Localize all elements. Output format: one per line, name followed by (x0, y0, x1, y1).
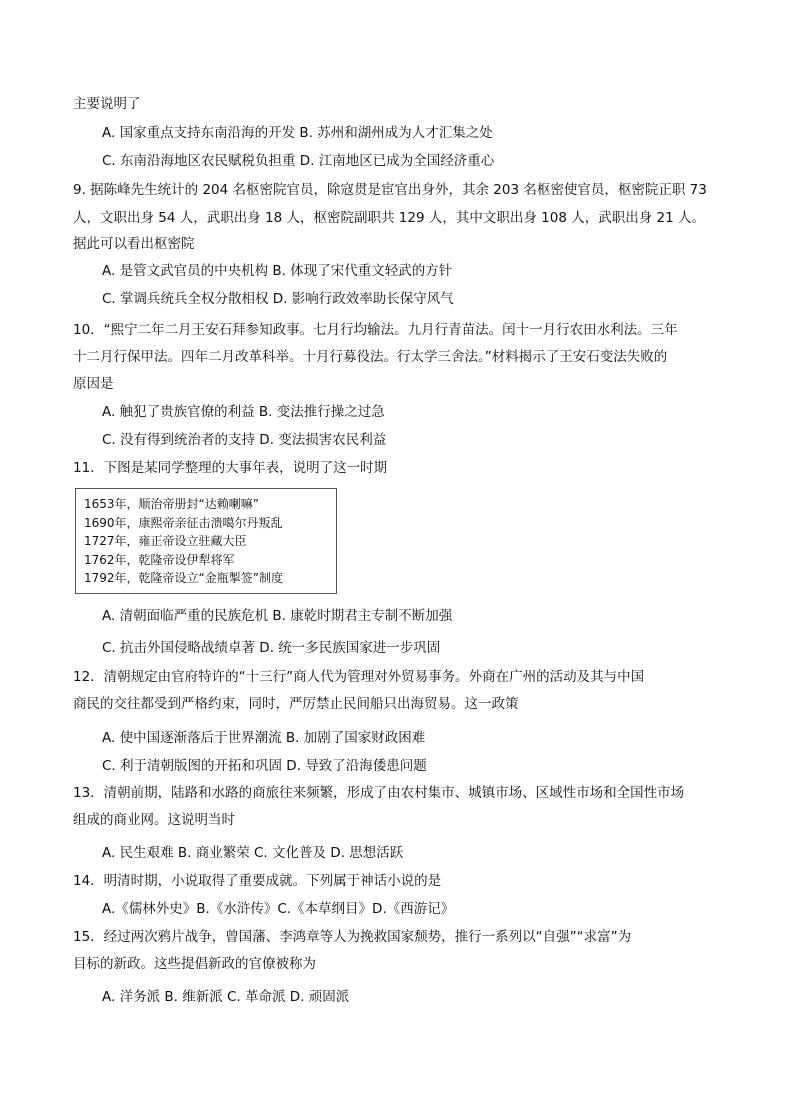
q14-options: A.《儒林外史》B.《水浒传》C.《本草纲目》D.《西游记》 (102, 901, 455, 917)
q12-stem-1: 12．清朝规定由官府特许的“十三行”商人代为管理对外贸易事务。外商在广州的活动及其与中国 (73, 669, 645, 685)
q10-options-cd: C. 没有得到统治者的支持 D. 变法损害农民利益 (102, 432, 387, 448)
q12-stem-2: 商民的交往都受到严格约束，同时，严厉禁止民间船只出海贸易。这一政策 (73, 696, 519, 712)
q9-stem-1: 9. 据陈峰先生统计的 204 名枢密院官员，除寇贯是宦官出身外，其余 203 名枢密使官员，枢密院正职 73 (73, 182, 707, 198)
timeline-table (75, 488, 337, 594)
q15-stem-1: 15．经过两次鸦片战争，曾国藩、李鸿章等人为挽救国家颓势，推行一系列以“自强”“求富”为 (73, 929, 632, 945)
q12-options-cd: C. 利于清朝版图的开拓和巩固 D. 导致了沿海倭患问题 (102, 758, 427, 774)
q8-options-cd: C. 东南沿海地区农民赋税负担重 D. 江南地区已成为全国经济重心 (102, 153, 495, 169)
timeline-row: 1792年，乾隆帝设立“金瓶掣签”制度 (84, 571, 283, 585)
q10-stem-1: 10．“熙宁二年二月王安石拜参知政事。七月行均输法。九月行青苗法。闰十一月行农田水利法。三年 (73, 322, 678, 338)
q15-stem-2: 目标的新政。这些提倡新政的官僚被称为 (73, 956, 316, 972)
timeline-row: 1762年，乾隆帝设伊犁将军 (84, 552, 235, 567)
q9-stem-3: 据此可以看出枢密院 (73, 236, 195, 252)
timeline-row: 1690年，康熙帝亲征击溃噶尔丹叛乱 (84, 515, 283, 530)
q13-options: A. 民生艰难 B. 商业繁荣 C. 文化普及 D. 思想活跃 (102, 845, 404, 861)
q9-options-cd: C. 掌调兵统兵全权分散相权 D. 影响行政效率助长保守风气 (102, 291, 454, 307)
q14-stem: 14．明清时期，小说取得了重要成就。下列属于神话小说的是 (73, 873, 442, 889)
q11-options-cd: C. 抗击外国侵略战绩卓著 D. 统一多民族国家进一步巩固 (102, 640, 441, 656)
q9-options-ab: A. 是管文武官员的中央机构 B. 体现了宋代重文轻武的方针 (102, 263, 453, 279)
q9-stem-2: 人，文职出身 54 人，武职出身 18 人，枢密院副职共 129 人，其中文职出身 108 人，武职出身 21 人。 (73, 210, 705, 226)
q15-options: A. 洋务派 B. 维新派 C. 革命派 D. 顽固派 (102, 989, 350, 1005)
q13-stem-2: 组成的商业网。这说明当时 (73, 812, 235, 828)
q13-stem-1: 13．清朝前期，陆路和水路的商旅往来频繁，形成了由农村集市、城镇市场、区域性市场和全国性市场 (73, 785, 685, 801)
q10-stem-2: 十二月行保甲法。四年二月改革科举。十月行募役法。行太学三舍法。”材料揭示了王安石变法失败的 (73, 349, 668, 365)
intro-line: 主要说明了 (73, 96, 141, 112)
timeline-row: 1653年，顺治帝册封“达赖喇嘛” (84, 497, 259, 511)
q12-options-ab: A. 使中国逐渐落后于世界潮流 B. 加剧了国家财政困难 (102, 730, 426, 746)
q8-options-ab: A. 国家重点支持东南沿海的开发 B. 苏州和湖州成为人才汇集之处 (102, 125, 493, 141)
q11-options-ab: A. 清朝面临严重的民族危机 B. 康乾时期君主专制不断加强 (102, 608, 453, 624)
q10-options-ab: A. 触犯了贵族官僚的利益 B. 变法推行操之过急 (102, 404, 385, 420)
q10-stem-3: 原因是 (73, 376, 114, 392)
q11-stem: 11．下图是某同学整理的大事年表，说明了这一时期 (73, 460, 388, 476)
timeline-row: 1727年，雍正帝设立驻藏大臣 (84, 534, 247, 548)
